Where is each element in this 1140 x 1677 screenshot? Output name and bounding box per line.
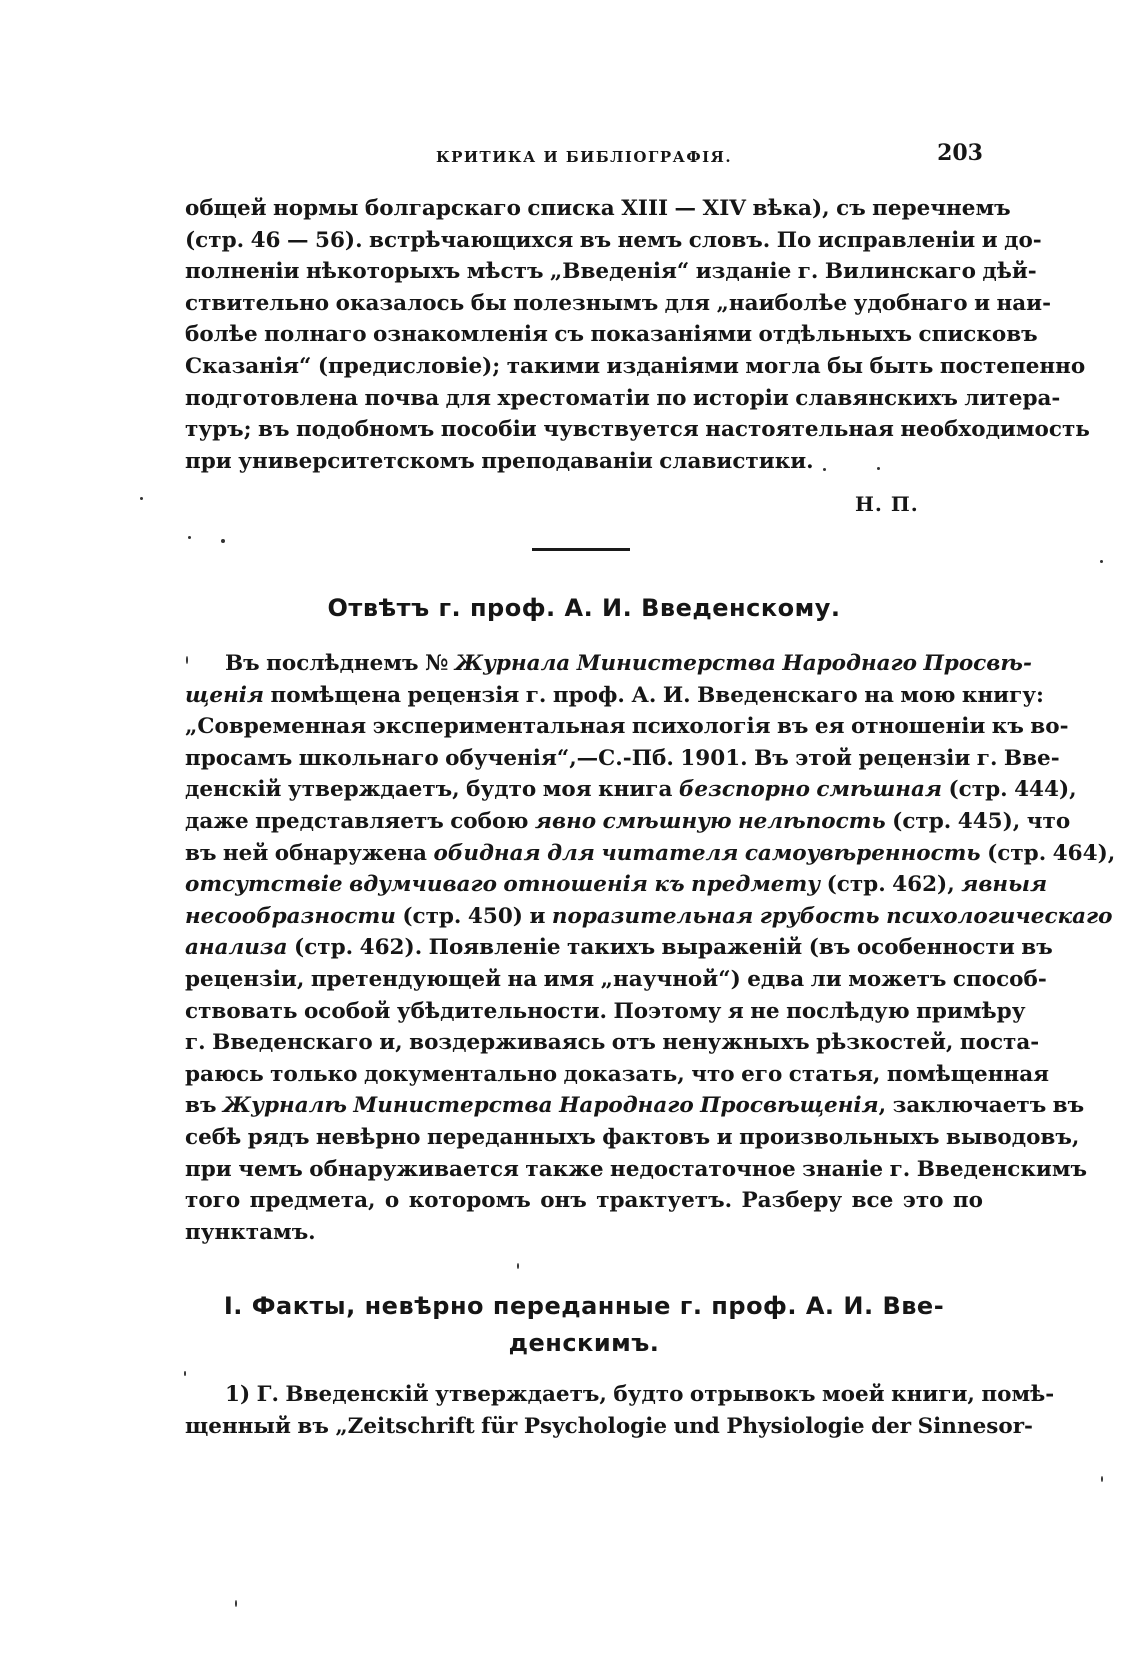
text-line: того предмета, о которомъ онъ трактуетъ. Разберу все это по	[185, 1188, 983, 1214]
text-line: раюсь только документально доказать, что его статья, помѣщенная	[185, 1061, 1050, 1087]
scan-speck	[517, 1263, 519, 1269]
italic-phrase: обидная для читателя самоувѣренность	[433, 840, 981, 866]
text-line: отсутствіе вдумчиваго отношенія къ предмету (стр. 462), явныя	[185, 872, 1048, 898]
section-1-heading-line-1: I. Факты, невѣрно переданные г. проф. А. И. Вве-	[223, 1292, 945, 1320]
text-line: при университетскомъ преподаваніи славистики.	[185, 448, 814, 474]
text-line: себѣ рядъ невѣрно переданныхъ фактовъ и произвольныхъ выводовъ,	[185, 1124, 1080, 1150]
scan-speck	[877, 467, 880, 470]
text-line: щенія помѣщена рецензія г. проф. А. И. Введенскаго на мою книгу:	[185, 682, 1044, 708]
text-line: анализа (стр. 462). Появленіе такихъ выраженій (въ особенности въ	[185, 935, 1053, 961]
text-line: денскій утверждаетъ, будто моя книга безспорно смѣшная (стр. 444),	[185, 777, 1077, 803]
italic-phrase: безспорно смѣшная	[678, 777, 942, 803]
italic-phrase: щенія	[185, 682, 265, 708]
text-line: просамъ школьнаго обученія“,—С.-Пб. 1901. Въ этой рецензіи г. Вве-	[185, 745, 1060, 771]
article-paragraph-1	[185, 648, 1116, 1248]
article-title: Отвѣтъ г. проф. А. И. Введенскому.	[327, 594, 841, 622]
text-line: туръ; въ подобномъ пособіи чувствуется настоятельная необходимость	[185, 417, 1090, 443]
scan-speck	[140, 497, 143, 500]
text-line: несообразности (стр. 450) и поразительная грубость психологическаго	[185, 903, 1113, 929]
running-title: КРИТИКА И БИБЛІОГРАФІЯ.	[435, 148, 733, 166]
running-head	[185, 140, 983, 172]
page-number: 203	[937, 140, 983, 166]
text-line: въ Журналѣ Министерства Народнаго Просвѣщенія, заключаетъ въ	[185, 1093, 1085, 1119]
italic-phrase: поразительная грубость психологическаго	[551, 903, 1113, 929]
text-line: полненіи нѣкоторыхъ мѣстъ „Введенія“ изданіе г. Вилинскаго дѣй-	[185, 259, 1037, 285]
review-signature: Н. П.	[855, 492, 919, 516]
scan-speck	[1101, 1476, 1103, 1482]
italic-phrase: явныя	[961, 872, 1048, 898]
italic-phrase: отсутствіе вдумчиваго отношенія къ предмету	[185, 872, 821, 898]
text-line: г. Введенскаго и, воздерживаясь отъ ненужныхъ рѣзкостей, поста-	[185, 1030, 1040, 1056]
text-line: пунктамъ.	[185, 1219, 316, 1245]
text-line: рецензіи, претендующей на имя „научной“) едва ли можетъ способ-	[185, 966, 1047, 992]
text-line: ствительно оказалось бы полезнымъ для „наиболѣе удобнаго и наи-	[185, 290, 1052, 316]
text-line: „Современная экспериментальная психологія въ ея отношеніи къ во-	[185, 714, 1069, 740]
italic-phrase: Журналѣ Министерства Народнаго Просвѣщенія	[222, 1093, 879, 1119]
italic-phrase: несообразности	[185, 903, 396, 929]
section-1-body	[185, 1379, 1055, 1442]
text-line: болѣе полнаго ознакомленія съ показаніями отдѣльныхъ списковъ	[185, 322, 1038, 348]
section-divider	[532, 548, 630, 551]
scan-speck	[188, 536, 191, 539]
review-continuation	[185, 193, 1090, 477]
text-line: при чемъ обнаруживается также недостаточное знаніе г. Введенскимъ	[185, 1156, 1087, 1182]
text-line: (стр. 46 — 56). встрѣчающихся въ немъ словъ. По исправленіи и до-	[185, 227, 1042, 253]
text-line: Сказанія“ (предисловіе); такими изданіями могла бы быть постепенно	[185, 353, 1086, 379]
text-line: даже представляетъ собою явно смѣшную нелѣпость (стр. 445), что	[185, 808, 1071, 834]
scan-speck	[1100, 560, 1103, 563]
text-line: въ ней обнаружена обидная для читателя самоувѣренность (стр. 464),	[185, 840, 1116, 866]
text-line: общей нормы болгарскаго списка XIII — XIV вѣка), съ перечнемъ	[185, 196, 1011, 221]
scan-speck	[186, 656, 188, 664]
text-line: Въ послѣднемъ № Журнала Министерства Народнаго Просвѣ-	[225, 651, 1032, 676]
text-line: ствовать особой убѣдительности. Поэтому я не послѣдую примѣру	[185, 998, 1026, 1024]
scan-speck	[823, 468, 826, 471]
italic-phrase: явно смѣшную нелѣпость	[534, 808, 886, 834]
scan-speck	[184, 1371, 186, 1376]
text-line: 1) Г. Введенскій утверждаетъ, будто отрывокъ моей книги, помѣ-	[225, 1382, 1055, 1407]
scan-speck	[221, 539, 225, 543]
italic-phrase: анализа	[185, 935, 288, 961]
section-1-heading	[185, 1288, 983, 1362]
italic-phrase: Журнала Министерства Народнаго Просвѣ-	[454, 651, 1032, 676]
text-line: подготовлена почва для хрестоматіи по исторіи славянскихъ литера-	[185, 385, 1061, 411]
text-line: щенный въ „Zeitschrift für Psychologie und Physiologie der Sinnesor-	[185, 1413, 1033, 1439]
section-1-heading-line-2: денскимъ.	[508, 1329, 660, 1357]
scan-speck	[235, 1600, 237, 1607]
